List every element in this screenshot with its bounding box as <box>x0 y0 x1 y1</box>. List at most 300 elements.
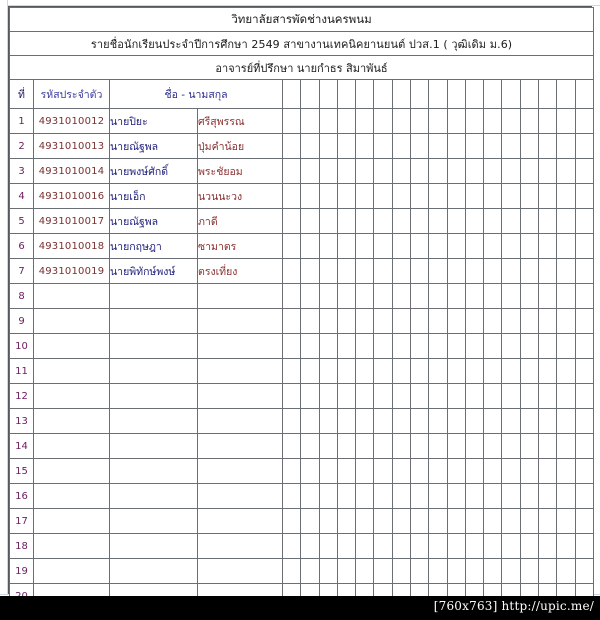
attendance-cell[interactable] <box>520 559 538 584</box>
attendance-cell[interactable] <box>356 334 374 359</box>
attendance-cell[interactable] <box>447 384 465 409</box>
attendance-cell[interactable] <box>520 434 538 459</box>
attendance-cell[interactable] <box>392 234 410 259</box>
attendance-cell[interactable] <box>410 509 428 534</box>
attendance-cell[interactable] <box>465 334 483 359</box>
attendance-cell[interactable] <box>484 309 502 334</box>
attendance-cell[interactable] <box>502 359 520 384</box>
attendance-cell[interactable] <box>374 134 392 159</box>
attendance-cell[interactable] <box>392 459 410 484</box>
attendance-cell[interactable] <box>557 509 575 534</box>
attendance-cell[interactable] <box>520 384 538 409</box>
attendance-cell[interactable] <box>538 409 556 434</box>
attendance-cell[interactable] <box>520 134 538 159</box>
attendance-cell[interactable] <box>283 484 301 509</box>
attendance-cell[interactable] <box>447 359 465 384</box>
attendance-cell[interactable] <box>356 384 374 409</box>
attendance-cell[interactable] <box>520 509 538 534</box>
attendance-cell[interactable] <box>465 434 483 459</box>
attendance-cell[interactable] <box>410 284 428 309</box>
attendance-cell[interactable] <box>283 559 301 584</box>
attendance-cell[interactable] <box>319 184 337 209</box>
attendance-cell[interactable] <box>575 484 594 509</box>
attendance-cell[interactable] <box>520 409 538 434</box>
attendance-cell[interactable] <box>429 534 447 559</box>
attendance-cell[interactable] <box>520 109 538 134</box>
attendance-cell[interactable] <box>429 134 447 159</box>
attendance-cell[interactable] <box>429 459 447 484</box>
attendance-cell[interactable] <box>337 134 355 159</box>
attendance-cell[interactable] <box>502 234 520 259</box>
attendance-cell[interactable] <box>410 134 428 159</box>
attendance-cell[interactable] <box>502 509 520 534</box>
attendance-cell[interactable] <box>484 384 502 409</box>
attendance-cell[interactable] <box>410 234 428 259</box>
attendance-cell[interactable] <box>538 309 556 334</box>
attendance-cell[interactable] <box>484 134 502 159</box>
attendance-cell[interactable] <box>392 334 410 359</box>
attendance-cell[interactable] <box>465 384 483 409</box>
attendance-cell[interactable] <box>538 209 556 234</box>
attendance-cell[interactable] <box>447 434 465 459</box>
attendance-cell[interactable] <box>301 109 319 134</box>
attendance-cell[interactable] <box>392 409 410 434</box>
attendance-cell[interactable] <box>319 109 337 134</box>
attendance-cell[interactable] <box>319 509 337 534</box>
attendance-cell[interactable] <box>301 159 319 184</box>
attendance-cell[interactable] <box>465 484 483 509</box>
attendance-cell[interactable] <box>392 384 410 409</box>
attendance-cell[interactable] <box>337 309 355 334</box>
attendance-cell[interactable] <box>520 209 538 234</box>
attendance-cell[interactable] <box>484 209 502 234</box>
attendance-cell[interactable] <box>502 534 520 559</box>
attendance-cell[interactable] <box>356 409 374 434</box>
attendance-cell[interactable] <box>283 159 301 184</box>
attendance-cell[interactable] <box>392 209 410 234</box>
attendance-cell[interactable] <box>538 334 556 359</box>
attendance-cell[interactable] <box>410 209 428 234</box>
attendance-cell[interactable] <box>392 184 410 209</box>
attendance-cell[interactable] <box>374 509 392 534</box>
attendance-cell[interactable] <box>301 459 319 484</box>
attendance-cell[interactable] <box>575 509 594 534</box>
attendance-cell[interactable] <box>337 259 355 284</box>
attendance-cell[interactable] <box>410 259 428 284</box>
attendance-cell[interactable] <box>283 334 301 359</box>
attendance-cell[interactable] <box>484 159 502 184</box>
attendance-cell[interactable] <box>337 534 355 559</box>
attendance-cell[interactable] <box>410 309 428 334</box>
attendance-cell[interactable] <box>502 559 520 584</box>
attendance-cell[interactable] <box>575 384 594 409</box>
attendance-cell[interactable] <box>374 259 392 284</box>
attendance-cell[interactable] <box>283 209 301 234</box>
attendance-cell[interactable] <box>538 159 556 184</box>
attendance-cell[interactable] <box>374 309 392 334</box>
attendance-cell[interactable] <box>392 359 410 384</box>
attendance-cell[interactable] <box>447 259 465 284</box>
attendance-cell[interactable] <box>520 234 538 259</box>
attendance-cell[interactable] <box>374 234 392 259</box>
attendance-cell[interactable] <box>465 534 483 559</box>
attendance-cell[interactable] <box>520 534 538 559</box>
attendance-cell[interactable] <box>538 134 556 159</box>
attendance-cell[interactable] <box>538 109 556 134</box>
attendance-cell[interactable] <box>520 259 538 284</box>
attendance-cell[interactable] <box>575 334 594 359</box>
attendance-cell[interactable] <box>484 109 502 134</box>
attendance-cell[interactable] <box>557 184 575 209</box>
attendance-cell[interactable] <box>447 459 465 484</box>
attendance-cell[interactable] <box>283 384 301 409</box>
attendance-cell[interactable] <box>447 484 465 509</box>
attendance-cell[interactable] <box>447 234 465 259</box>
attendance-cell[interactable] <box>429 484 447 509</box>
attendance-cell[interactable] <box>557 209 575 234</box>
attendance-cell[interactable] <box>301 409 319 434</box>
attendance-cell[interactable] <box>319 234 337 259</box>
attendance-cell[interactable] <box>356 284 374 309</box>
attendance-cell[interactable] <box>557 384 575 409</box>
attendance-cell[interactable] <box>538 384 556 409</box>
attendance-cell[interactable] <box>429 209 447 234</box>
attendance-cell[interactable] <box>337 384 355 409</box>
attendance-cell[interactable] <box>429 234 447 259</box>
attendance-cell[interactable] <box>502 384 520 409</box>
attendance-cell[interactable] <box>410 484 428 509</box>
attendance-cell[interactable] <box>502 334 520 359</box>
attendance-cell[interactable] <box>447 184 465 209</box>
attendance-cell[interactable] <box>319 409 337 434</box>
attendance-cell[interactable] <box>356 359 374 384</box>
attendance-cell[interactable] <box>484 434 502 459</box>
attendance-cell[interactable] <box>484 284 502 309</box>
attendance-cell[interactable] <box>502 259 520 284</box>
attendance-cell[interactable] <box>538 484 556 509</box>
attendance-cell[interactable] <box>465 159 483 184</box>
attendance-cell[interactable] <box>337 109 355 134</box>
attendance-cell[interactable] <box>465 409 483 434</box>
attendance-cell[interactable] <box>410 559 428 584</box>
attendance-cell[interactable] <box>484 409 502 434</box>
attendance-cell[interactable] <box>447 109 465 134</box>
attendance-cell[interactable] <box>283 134 301 159</box>
attendance-cell[interactable] <box>447 209 465 234</box>
attendance-cell[interactable] <box>301 359 319 384</box>
attendance-cell[interactable] <box>356 234 374 259</box>
attendance-cell[interactable] <box>575 109 594 134</box>
attendance-cell[interactable] <box>557 559 575 584</box>
attendance-cell[interactable] <box>301 259 319 284</box>
attendance-cell[interactable] <box>283 259 301 284</box>
attendance-cell[interactable] <box>447 309 465 334</box>
attendance-cell[interactable] <box>484 259 502 284</box>
attendance-cell[interactable] <box>374 559 392 584</box>
attendance-cell[interactable] <box>447 559 465 584</box>
attendance-cell[interactable] <box>410 384 428 409</box>
attendance-cell[interactable] <box>283 359 301 384</box>
attendance-cell[interactable] <box>465 459 483 484</box>
attendance-cell[interactable] <box>356 484 374 509</box>
attendance-cell[interactable] <box>557 284 575 309</box>
attendance-cell[interactable] <box>465 259 483 284</box>
attendance-cell[interactable] <box>447 334 465 359</box>
attendance-cell[interactable] <box>502 184 520 209</box>
attendance-cell[interactable] <box>283 309 301 334</box>
attendance-cell[interactable] <box>557 109 575 134</box>
attendance-cell[interactable] <box>356 534 374 559</box>
attendance-cell[interactable] <box>447 509 465 534</box>
attendance-cell[interactable] <box>465 284 483 309</box>
attendance-cell[interactable] <box>520 359 538 384</box>
attendance-cell[interactable] <box>283 534 301 559</box>
attendance-cell[interactable] <box>392 559 410 584</box>
attendance-cell[interactable] <box>337 284 355 309</box>
attendance-cell[interactable] <box>538 434 556 459</box>
attendance-cell[interactable] <box>374 484 392 509</box>
attendance-cell[interactable] <box>374 109 392 134</box>
attendance-cell[interactable] <box>356 309 374 334</box>
attendance-cell[interactable] <box>502 284 520 309</box>
attendance-cell[interactable] <box>538 184 556 209</box>
attendance-cell[interactable] <box>319 134 337 159</box>
attendance-cell[interactable] <box>502 409 520 434</box>
attendance-cell[interactable] <box>392 509 410 534</box>
attendance-cell[interactable] <box>374 534 392 559</box>
attendance-cell[interactable] <box>283 284 301 309</box>
attendance-cell[interactable] <box>319 559 337 584</box>
attendance-cell[interactable] <box>392 134 410 159</box>
attendance-cell[interactable] <box>374 184 392 209</box>
attendance-cell[interactable] <box>557 259 575 284</box>
attendance-cell[interactable] <box>374 384 392 409</box>
attendance-cell[interactable] <box>301 284 319 309</box>
attendance-cell[interactable] <box>392 534 410 559</box>
attendance-cell[interactable] <box>356 134 374 159</box>
attendance-cell[interactable] <box>520 184 538 209</box>
attendance-cell[interactable] <box>337 159 355 184</box>
attendance-cell[interactable] <box>447 409 465 434</box>
attendance-cell[interactable] <box>575 559 594 584</box>
attendance-cell[interactable] <box>410 534 428 559</box>
attendance-cell[interactable] <box>575 409 594 434</box>
attendance-cell[interactable] <box>392 309 410 334</box>
attendance-cell[interactable] <box>520 334 538 359</box>
attendance-cell[interactable] <box>337 434 355 459</box>
attendance-cell[interactable] <box>557 459 575 484</box>
attendance-cell[interactable] <box>575 434 594 459</box>
attendance-cell[interactable] <box>538 534 556 559</box>
attendance-cell[interactable] <box>429 109 447 134</box>
attendance-cell[interactable] <box>301 334 319 359</box>
attendance-cell[interactable] <box>283 509 301 534</box>
attendance-cell[interactable] <box>557 234 575 259</box>
attendance-cell[interactable] <box>337 509 355 534</box>
attendance-cell[interactable] <box>520 459 538 484</box>
attendance-cell[interactable] <box>301 484 319 509</box>
attendance-cell[interactable] <box>301 384 319 409</box>
attendance-cell[interactable] <box>301 534 319 559</box>
attendance-cell[interactable] <box>429 159 447 184</box>
attendance-cell[interactable] <box>319 359 337 384</box>
attendance-cell[interactable] <box>337 359 355 384</box>
attendance-cell[interactable] <box>575 534 594 559</box>
attendance-cell[interactable] <box>374 359 392 384</box>
attendance-cell[interactable] <box>484 509 502 534</box>
attendance-cell[interactable] <box>356 259 374 284</box>
attendance-cell[interactable] <box>337 209 355 234</box>
attendance-cell[interactable] <box>429 309 447 334</box>
attendance-cell[interactable] <box>429 284 447 309</box>
attendance-cell[interactable] <box>429 259 447 284</box>
attendance-cell[interactable] <box>374 334 392 359</box>
attendance-cell[interactable] <box>337 184 355 209</box>
attendance-cell[interactable] <box>429 184 447 209</box>
attendance-cell[interactable] <box>502 309 520 334</box>
attendance-cell[interactable] <box>557 309 575 334</box>
attendance-cell[interactable] <box>319 284 337 309</box>
attendance-cell[interactable] <box>429 434 447 459</box>
attendance-cell[interactable] <box>447 134 465 159</box>
attendance-cell[interactable] <box>465 509 483 534</box>
attendance-cell[interactable] <box>557 409 575 434</box>
attendance-cell[interactable] <box>337 234 355 259</box>
attendance-cell[interactable] <box>502 159 520 184</box>
attendance-cell[interactable] <box>447 284 465 309</box>
attendance-cell[interactable] <box>538 509 556 534</box>
attendance-cell[interactable] <box>392 109 410 134</box>
attendance-cell[interactable] <box>465 359 483 384</box>
attendance-cell[interactable] <box>319 209 337 234</box>
attendance-cell[interactable] <box>575 184 594 209</box>
attendance-cell[interactable] <box>410 409 428 434</box>
attendance-cell[interactable] <box>301 209 319 234</box>
attendance-cell[interactable] <box>301 309 319 334</box>
attendance-cell[interactable] <box>283 434 301 459</box>
attendance-cell[interactable] <box>575 209 594 234</box>
attendance-cell[interactable] <box>356 209 374 234</box>
attendance-cell[interactable] <box>319 309 337 334</box>
attendance-cell[interactable] <box>356 434 374 459</box>
attendance-cell[interactable] <box>410 359 428 384</box>
attendance-cell[interactable] <box>392 259 410 284</box>
attendance-cell[interactable] <box>557 434 575 459</box>
attendance-cell[interactable] <box>429 384 447 409</box>
attendance-cell[interactable] <box>301 434 319 459</box>
attendance-cell[interactable] <box>484 534 502 559</box>
attendance-cell[interactable] <box>410 159 428 184</box>
attendance-cell[interactable] <box>374 459 392 484</box>
attendance-cell[interactable] <box>319 159 337 184</box>
attendance-cell[interactable] <box>557 534 575 559</box>
attendance-cell[interactable] <box>538 459 556 484</box>
attendance-cell[interactable] <box>319 434 337 459</box>
attendance-cell[interactable] <box>410 109 428 134</box>
attendance-cell[interactable] <box>502 109 520 134</box>
attendance-cell[interactable] <box>484 234 502 259</box>
attendance-cell[interactable] <box>356 509 374 534</box>
attendance-cell[interactable] <box>301 134 319 159</box>
attendance-cell[interactable] <box>356 159 374 184</box>
attendance-cell[interactable] <box>557 159 575 184</box>
attendance-cell[interactable] <box>392 484 410 509</box>
attendance-cell[interactable] <box>410 434 428 459</box>
attendance-cell[interactable] <box>557 134 575 159</box>
attendance-cell[interactable] <box>283 459 301 484</box>
attendance-cell[interactable] <box>429 334 447 359</box>
attendance-cell[interactable] <box>575 459 594 484</box>
attendance-cell[interactable] <box>337 409 355 434</box>
attendance-cell[interactable] <box>356 459 374 484</box>
attendance-cell[interactable] <box>538 559 556 584</box>
attendance-cell[interactable] <box>356 184 374 209</box>
attendance-cell[interactable] <box>465 134 483 159</box>
attendance-cell[interactable] <box>392 159 410 184</box>
attendance-cell[interactable] <box>319 484 337 509</box>
attendance-cell[interactable] <box>484 334 502 359</box>
attendance-cell[interactable] <box>429 559 447 584</box>
attendance-cell[interactable] <box>484 184 502 209</box>
attendance-cell[interactable] <box>319 534 337 559</box>
attendance-cell[interactable] <box>410 184 428 209</box>
attendance-cell[interactable] <box>538 284 556 309</box>
attendance-cell[interactable] <box>575 259 594 284</box>
attendance-cell[interactable] <box>502 459 520 484</box>
attendance-cell[interactable] <box>575 159 594 184</box>
attendance-cell[interactable] <box>520 284 538 309</box>
attendance-cell[interactable] <box>337 459 355 484</box>
attendance-cell[interactable] <box>301 234 319 259</box>
attendance-cell[interactable] <box>520 309 538 334</box>
attendance-cell[interactable] <box>484 484 502 509</box>
attendance-cell[interactable] <box>520 484 538 509</box>
attendance-cell[interactable] <box>502 434 520 459</box>
attendance-cell[interactable] <box>374 209 392 234</box>
attendance-cell[interactable] <box>337 484 355 509</box>
attendance-cell[interactable] <box>484 359 502 384</box>
attendance-cell[interactable] <box>465 209 483 234</box>
attendance-cell[interactable] <box>410 459 428 484</box>
attendance-cell[interactable] <box>575 359 594 384</box>
attendance-cell[interactable] <box>374 409 392 434</box>
attendance-cell[interactable] <box>538 234 556 259</box>
attendance-cell[interactable] <box>465 184 483 209</box>
attendance-cell[interactable] <box>429 409 447 434</box>
attendance-cell[interactable] <box>575 134 594 159</box>
attendance-cell[interactable] <box>319 259 337 284</box>
attendance-cell[interactable] <box>538 259 556 284</box>
attendance-cell[interactable] <box>374 434 392 459</box>
attendance-cell[interactable] <box>575 234 594 259</box>
attendance-cell[interactable] <box>392 434 410 459</box>
attendance-cell[interactable] <box>447 534 465 559</box>
attendance-cell[interactable] <box>374 159 392 184</box>
attendance-cell[interactable] <box>319 459 337 484</box>
attendance-cell[interactable] <box>502 209 520 234</box>
attendance-cell[interactable] <box>283 409 301 434</box>
attendance-cell[interactable] <box>283 234 301 259</box>
attendance-cell[interactable] <box>465 559 483 584</box>
attendance-cell[interactable] <box>557 334 575 359</box>
attendance-cell[interactable] <box>410 334 428 359</box>
attendance-cell[interactable] <box>301 184 319 209</box>
attendance-cell[interactable] <box>447 159 465 184</box>
attendance-cell[interactable] <box>392 284 410 309</box>
attendance-cell[interactable] <box>337 334 355 359</box>
attendance-cell[interactable] <box>557 359 575 384</box>
attendance-cell[interactable] <box>356 559 374 584</box>
